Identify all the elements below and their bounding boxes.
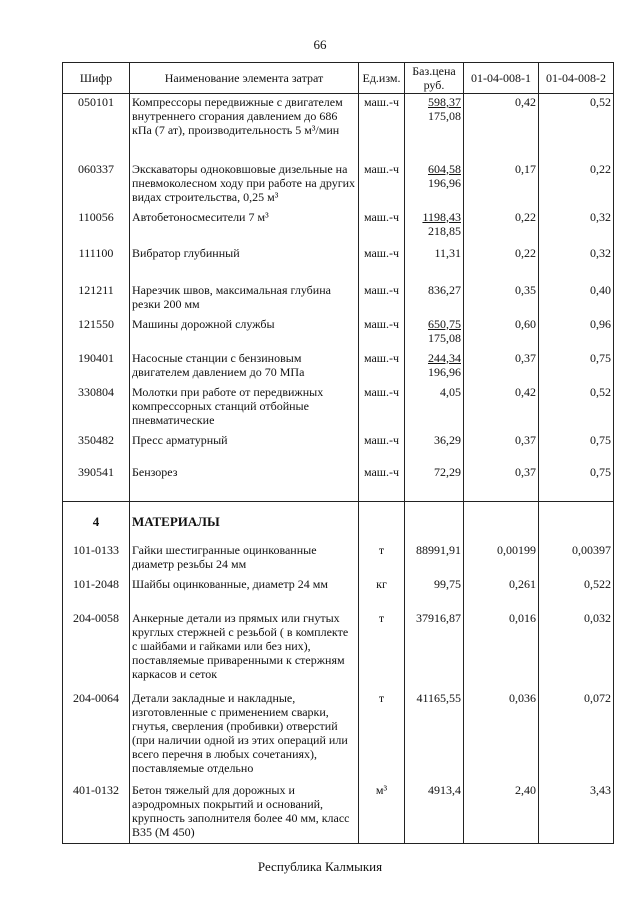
- footer-region: Республика Калмыкия: [257, 859, 383, 874]
- row-value-1: 2,40: [464, 782, 539, 844]
- row-price: [405, 209, 464, 245]
- table-row: [63, 576, 614, 610]
- row-value-1: 0,22: [464, 209, 539, 245]
- table-header-row: [63, 63, 614, 94]
- header-unit: Ед.изм.: [359, 63, 405, 94]
- row-code: 190401: [63, 350, 130, 384]
- table-row: [63, 94, 614, 161]
- price-value: 1198,43: [422, 209, 461, 224]
- row-value-2: 0,75: [539, 350, 614, 384]
- row-code: 401-0132: [63, 782, 130, 844]
- row-name: Бензорез: [130, 464, 359, 502]
- row-value-2: 3,43: [539, 782, 614, 844]
- row-value-2: 0,00397: [539, 542, 614, 576]
- table-row: [63, 209, 614, 245]
- row-price: [405, 161, 464, 209]
- row-value-2: 0,75: [539, 432, 614, 464]
- cost-table: [62, 62, 614, 844]
- page-number: 66: [313, 37, 327, 52]
- row-unit: маш.-ч: [359, 245, 405, 282]
- row-value-2: 0,032: [539, 610, 614, 690]
- row-code: 101-2048: [63, 576, 130, 610]
- row-unit: т: [359, 610, 405, 690]
- table-row: [63, 316, 614, 350]
- row-value-1: 0,37: [464, 350, 539, 384]
- row-code: 121550: [63, 316, 130, 350]
- row-value-2: 0,32: [539, 209, 614, 245]
- row-value-1: 0,016: [464, 610, 539, 690]
- row-price: 37916,87: [405, 610, 464, 690]
- row-name: Автобетоносмесители 7 м³: [130, 209, 359, 245]
- row-value-2: 0,40: [539, 282, 614, 316]
- row-code: 101-0133: [63, 542, 130, 576]
- row-value-1: 0,37: [464, 464, 539, 502]
- header-code: Шифр: [63, 63, 130, 94]
- row-unit: т: [359, 690, 405, 782]
- table-row: [63, 610, 614, 690]
- table-row: [63, 690, 614, 782]
- row-value-1: 0,00199: [464, 542, 539, 576]
- row-value-2: 0,52: [539, 384, 614, 432]
- table-row: [63, 464, 614, 502]
- row-name: Молотки при работе от передвижных компрессорных станций отбойные пневматические: [130, 384, 359, 432]
- row-name: Шайбы оцинкованные, диаметр 24 мм: [130, 576, 359, 610]
- row-price: [405, 316, 464, 350]
- row-value-2: 0,522: [539, 576, 614, 610]
- row-value-1: 0,17: [464, 161, 539, 209]
- row-value-2: 0,22: [539, 161, 614, 209]
- row-unit: маш.-ч: [359, 94, 405, 161]
- price-secondary: 196,96: [428, 175, 461, 190]
- price-secondary: 196,96: [428, 364, 461, 379]
- row-price: 836,27: [405, 282, 464, 316]
- row-name: Вибратор глубинный: [130, 245, 359, 282]
- row-unit: маш.-ч: [359, 384, 405, 432]
- row-price: 88991,91: [405, 542, 464, 576]
- row-code: 111100: [63, 245, 130, 282]
- row-code: 060337: [63, 161, 130, 209]
- row-price: [405, 94, 464, 161]
- row-price: 11,31: [405, 245, 464, 282]
- table-row: [63, 161, 614, 209]
- section-title: МАТЕРИАЛЫ: [130, 502, 359, 542]
- section-number: 4: [63, 502, 130, 542]
- row-unit: кг: [359, 576, 405, 610]
- table-row: [63, 384, 614, 432]
- row-unit: т: [359, 542, 405, 576]
- price-value: 598,37: [428, 95, 461, 109]
- row-price: 36,29: [405, 432, 464, 464]
- row-unit: маш.-ч: [359, 350, 405, 384]
- price-secondary: 175,08: [428, 109, 461, 123]
- row-value-1: 0,261: [464, 576, 539, 610]
- row-unit: маш.-ч: [359, 209, 405, 245]
- price-secondary: 218,85: [428, 223, 461, 238]
- row-name: Нарезчик швов, максимальная глубина резки 200 мм: [130, 282, 359, 316]
- row-code: 204-0064: [63, 690, 130, 782]
- row-value-2: 0,32: [539, 245, 614, 282]
- row-unit: маш.-ч: [359, 464, 405, 502]
- row-value-1: 0,22: [464, 245, 539, 282]
- row-value-1: 0,42: [464, 94, 539, 161]
- row-value-2: 0,75: [539, 464, 614, 502]
- row-value-2: 0,96: [539, 316, 614, 350]
- price-value: 244,34: [428, 350, 461, 365]
- table-row: [63, 542, 614, 576]
- row-name: Компрессоры передвижные с двигателем внутреннего сгорания давлением до 686 кПа (7 ат), производительность 5 м³/мин: [130, 94, 359, 161]
- row-unit: маш.-ч: [359, 161, 405, 209]
- row-value-1: 0,60: [464, 316, 539, 350]
- row-code: 350482: [63, 432, 130, 464]
- row-unit: маш.-ч: [359, 316, 405, 350]
- row-code: 121211: [63, 282, 130, 316]
- row-code: 110056: [63, 209, 130, 245]
- row-code: 390541: [63, 464, 130, 502]
- row-value-1: 0,42: [464, 384, 539, 432]
- table-row: [63, 282, 614, 316]
- row-name: Гайки шестигранные оцинкованные диаметр резьбы 24 мм: [130, 542, 359, 576]
- header-price: Баз.цена руб.: [405, 63, 464, 94]
- row-value-1: 0,036: [464, 690, 539, 782]
- row-name: Насосные станции с бензиновым двигателем давлением до 70 МПа: [130, 350, 359, 384]
- row-price: 72,29: [405, 464, 464, 502]
- table-row: [63, 432, 614, 464]
- table-row: [63, 245, 614, 282]
- row-unit: маш.-ч: [359, 432, 405, 464]
- row-value-2: 0,52: [539, 94, 614, 161]
- row-code: 204-0058: [63, 610, 130, 690]
- row-unit: м³: [359, 782, 405, 844]
- row-price: 41165,55: [405, 690, 464, 782]
- price-value: 650,75: [428, 316, 461, 331]
- header-col1: 01-04-008-1: [464, 63, 539, 94]
- row-code: 330804: [63, 384, 130, 432]
- row-name: Анкерные детали из прямых или гнутых круглых стержней с резьбой ( в комплекте с шайбами и гайками или без них), поставляемые приваренными к стержням каркасов и сеток: [130, 610, 359, 690]
- price-value: 604,58: [428, 161, 461, 176]
- row-code: 050101: [63, 94, 130, 161]
- table-row: [63, 782, 614, 844]
- row-price: 4913,4: [405, 782, 464, 844]
- row-price: 4,05: [405, 384, 464, 432]
- price-secondary: 175,08: [428, 330, 461, 345]
- row-name: Машины дорожной службы: [130, 316, 359, 350]
- section-row: [63, 502, 614, 542]
- row-value-1: 0,37: [464, 432, 539, 464]
- row-name: Бетон тяжелый для дорожных и аэродромных покрытий и оснований, крупность заполнителя более 40 мм, класс В35 (М 450): [130, 782, 359, 844]
- row-price: 99,75: [405, 576, 464, 610]
- row-price: [405, 350, 464, 384]
- row-name: Пресс арматурный: [130, 432, 359, 464]
- row-name: Экскаваторы одноковшовые дизельные на пневмоколесном ходу при работе на других видах строительства, 0,25 м³: [130, 161, 359, 209]
- row-name: Детали закладные и накладные, изготовленные с применением сварки, гнутья, сверления (пробивки) отверстий (при наличии одной из этих операций или всего перечня в любых сочетаниях), поставляемые отдельно: [130, 690, 359, 782]
- header-col2: 01-04-008-2: [539, 63, 614, 94]
- header-name: Наименование элемента затрат: [130, 63, 359, 94]
- table-row: [63, 350, 614, 384]
- row-value-2: 0,072: [539, 690, 614, 782]
- row-unit: маш.-ч: [359, 282, 405, 316]
- row-value-1: 0,35: [464, 282, 539, 316]
